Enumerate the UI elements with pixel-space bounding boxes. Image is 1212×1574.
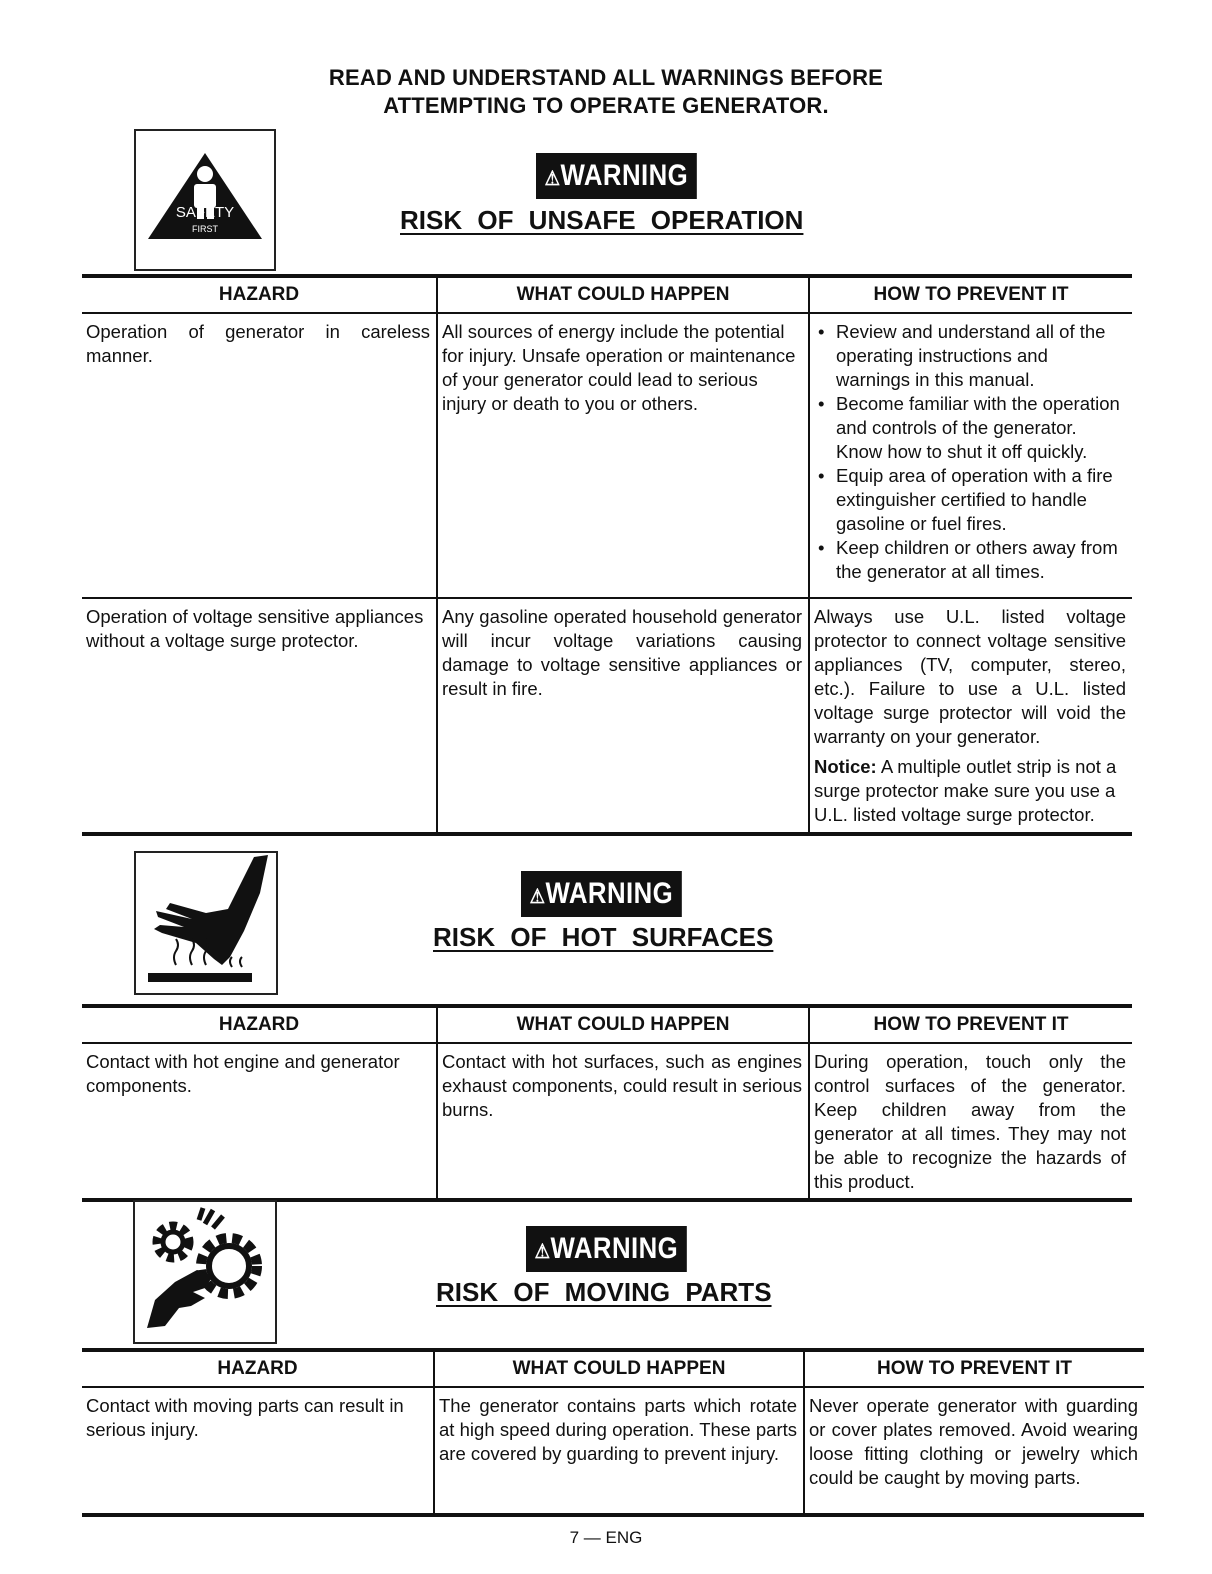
how-cell: During operation, touch only the control surfaces of the generator. Keep children away from the generator at all times. They may not be able to recognize the hazards of this product.: [809, 1043, 1132, 1200]
page-header: [0, 64, 1212, 120]
risk-title: RISK OF HOT SURFACES: [433, 922, 774, 952]
moving-gears-hand-icon: [133, 1200, 277, 1344]
col-hazard: HAZARD: [82, 1006, 437, 1043]
risk-title: RISK OF UNSAFE OPERATION: [400, 205, 804, 235]
what-cell: Any gasoline operated household generator will incur voltage variations causing damage to voltage sensitive appliances or result in fire.: [437, 598, 809, 834]
warning-triangle-icon: ⚠: [529, 886, 546, 908]
warning-triangle-icon: ⚠: [534, 1241, 551, 1263]
hazard-cell: Operation of generator in careless manner.: [86, 321, 430, 366]
col-hazard: HAZARD: [82, 276, 437, 313]
warning-triangle-icon: ⚠: [544, 168, 561, 190]
safety-first-icon: [134, 129, 276, 271]
table-header-row: [82, 276, 1132, 313]
table-header-row: [82, 1350, 1144, 1387]
warning-badge: ⚠WARNING: [536, 153, 697, 199]
notice-text: Notice: A multiple outlet strip is not a surge protector make sure you use a U.L. listed voltage surge protector.: [814, 756, 1117, 825]
svg-text:SAFETY: SAFETY: [175, 204, 235, 221]
how-cell: Never operate generator with guarding or cover plates removed. Avoid wearing loose fitting clothing or jewelry which could be caught by moving parts.: [804, 1387, 1144, 1515]
col-what: WHAT COULD HAPPEN: [437, 276, 809, 313]
header-line-1: READ AND UNDERSTAND ALL WARNINGS BEFORE: [328, 65, 884, 90]
col-how: HOW TO PREVENT IT: [809, 276, 1132, 313]
list-item: • Equip area of operation with a fire extinguisher certified to handle gasoline or fuel fires.: [814, 464, 1126, 536]
svg-text:FIRST: FIRST: [192, 224, 218, 234]
header-line-2: ATTEMPTING TO OPERATE GENERATOR.: [383, 93, 829, 118]
hot-surface-hand-icon: [134, 851, 278, 995]
what-cell: The generator contains parts which rotate at high speed during operation. These parts are covered by guarding to prevent injury.: [434, 1387, 804, 1515]
table-row: [82, 1043, 1132, 1200]
what-cell: All sources of energy include the potential for injury. Unsafe operation or maintenance of your generator could lead to serious injury or death to you or others.: [437, 313, 809, 598]
what-cell: Contact with hot surfaces, such as engines exhaust components, could result in serious burns.: [437, 1043, 809, 1200]
how-text: Always use U.L. listed voltage protector to connect voltage sensitive appliances (TV, computer, stereo, etc.). Failure to use a U.L. listed voltage surge protector will void the warranty on your generator.: [814, 606, 1126, 747]
list-item: • Keep children or others away from the generator at all times.: [814, 536, 1126, 584]
warning-badge: ⚠WARNING: [521, 871, 682, 917]
list-item: • Become familiar with the operation and controls of the generator. Know how to shut it off quickly.: [814, 392, 1126, 464]
hazard-cell: Contact with moving parts can result in serious injury.: [86, 1395, 404, 1440]
table-row: [82, 1387, 1144, 1515]
hazard-cell: Operation of voltage sensitive appliances without a voltage surge protector.: [82, 598, 437, 834]
col-what: WHAT COULD HAPPEN: [437, 1006, 809, 1043]
page-footer: 7 — ENG: [569, 1528, 643, 1547]
warning-badge: ⚠WARNING: [526, 1226, 687, 1272]
how-cell: [809, 598, 1132, 834]
col-hazard: HAZARD: [82, 1350, 434, 1387]
col-how: HOW TO PREVENT IT: [804, 1350, 1144, 1387]
col-what: WHAT COULD HAPPEN: [434, 1350, 804, 1387]
table-row: [82, 598, 1132, 834]
col-how: HOW TO PREVENT IT: [809, 1006, 1132, 1043]
table-row: [82, 313, 1132, 598]
how-cell: [809, 313, 1132, 598]
table-header-row: [82, 1006, 1132, 1043]
list-item: • Review and understand all of the operating instructions and warnings in this manual.: [814, 320, 1126, 392]
risk-title: RISK OF MOVING PARTS: [436, 1277, 772, 1307]
hazard-cell: Contact with hot engine and generator components.: [86, 1051, 400, 1096]
